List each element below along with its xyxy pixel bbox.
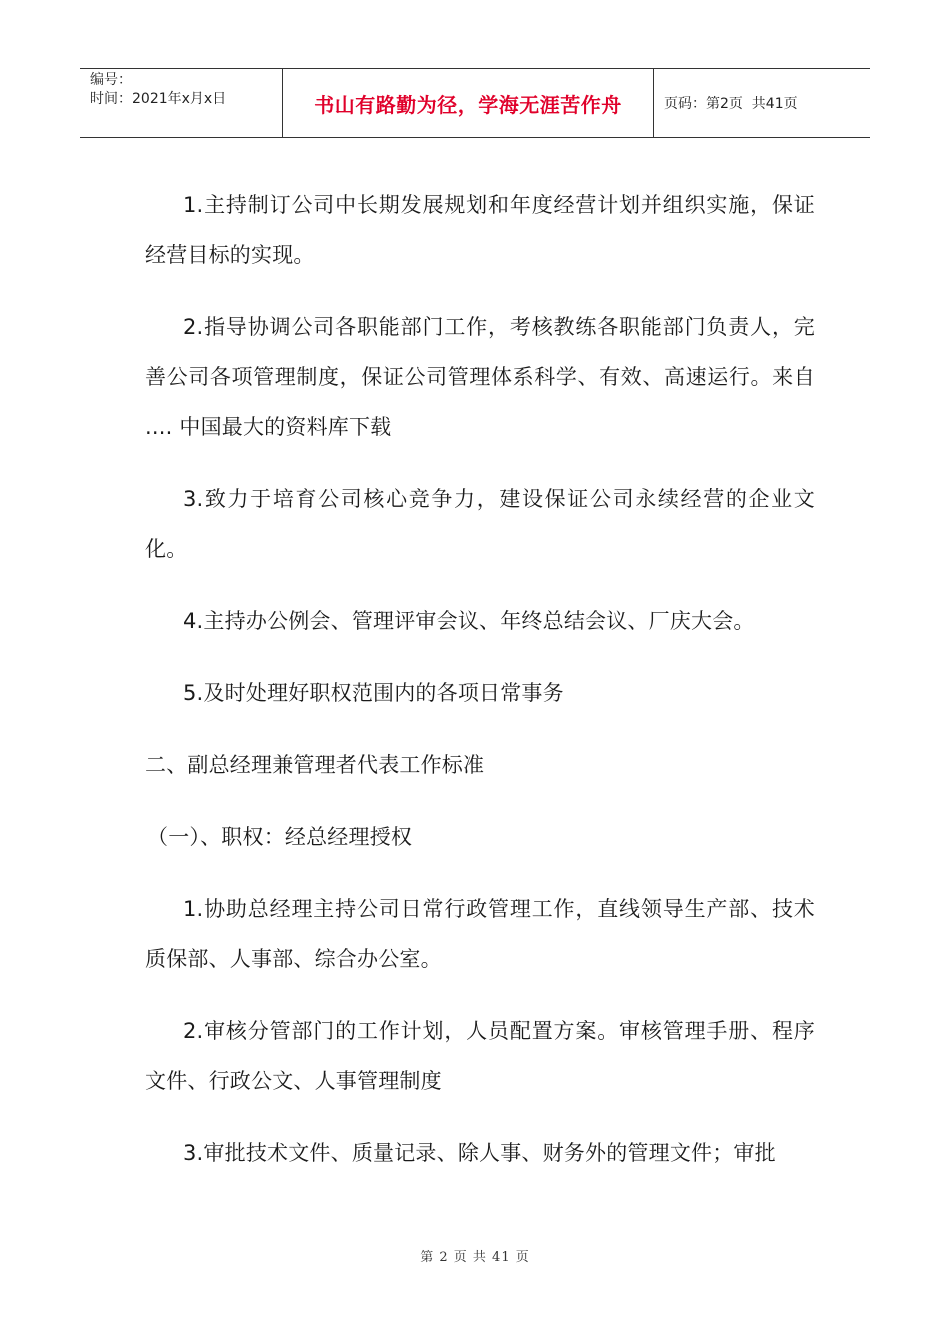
header-motto: 书山有路勤为径，学海无涯苦作舟 <box>282 69 654 137</box>
section-heading: 二、副总经理兼管理者代表工作标准 <box>145 753 485 777</box>
paragraph-6: 1.协助总经理主持公司日常行政管理工作，直线领导生产部、技术质保部、人事部、综合办公室。 <box>145 897 815 971</box>
subsection-heading: （一）、职权：经总经理授权 <box>147 825 413 849</box>
paragraph-3: 3.致力于培育公司核心竞争力，建设保证公司永续经营的企业文化。 <box>145 487 815 561</box>
paragraph-8: 3.审批技术文件、质量记录、除人事、财务外的管理文件；审批 <box>183 1141 776 1165</box>
header-number-label: 编号： <box>90 72 132 88</box>
paragraph-5: 5.及时处理好职权范围内的各项日常事务 <box>183 681 564 705</box>
header-page-info: 页码：第2页 共41页 <box>664 96 798 112</box>
page-header <box>80 68 870 138</box>
paragraph-1: 1.主持制订公司中长期发展规划和年度经营计划并组织实施，保证经营目标的实现。 <box>145 193 815 267</box>
header-meta <box>80 69 282 137</box>
paragraph-7: 2.审核分管部门的工作计划，人员配置方案。审核管理手册、程序文件、行政公文、人事管理制度 <box>145 1019 815 1093</box>
paragraph-2: 2.指导协调公司各职能部门工作，考核教练各职能部门负责人，完善公司各项管理制度，保证公司管理体系科学、有效、高速运行。来自 .... 中国最大的资料库下载 <box>145 315 815 439</box>
page-footer: 第 2 页 共 41 页 <box>420 1250 530 1265</box>
header-date-label: 时间：2021年x月x日 <box>90 91 227 107</box>
document-body <box>145 180 815 1200</box>
paragraph-4: 4.主持办公例会、管理评审会议、年终总结会议、厂庆大会。 <box>183 609 755 633</box>
